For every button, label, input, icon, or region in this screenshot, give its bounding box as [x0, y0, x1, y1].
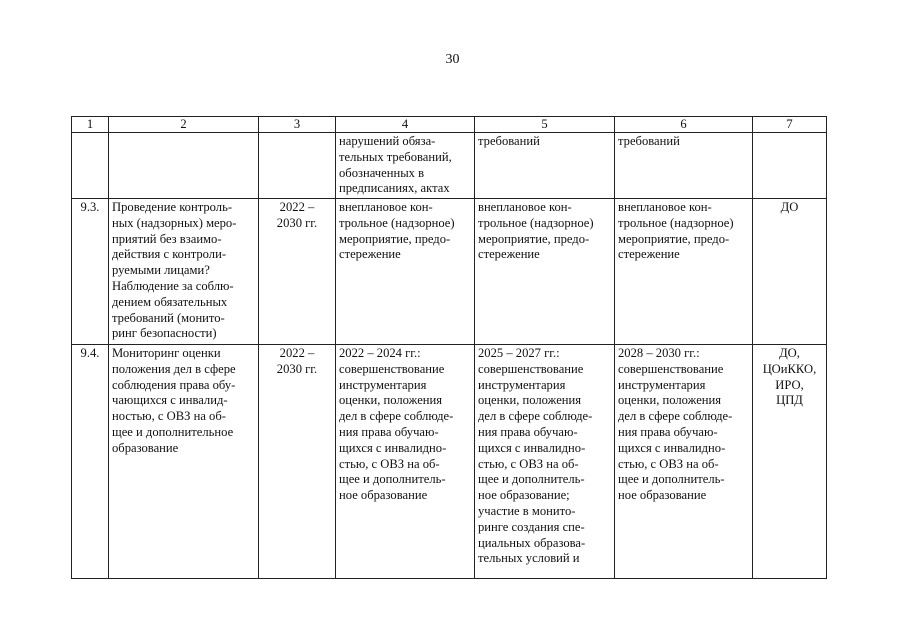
table-header-row	[72, 117, 827, 133]
stage-2-cell: требований	[475, 133, 615, 199]
responsible-cell: ДО, ЦОиККО, ИРО, ЦПД	[753, 345, 827, 579]
header-cell: 1	[72, 117, 109, 133]
header-cell: 6	[615, 117, 753, 133]
stage-3-cell: требований	[615, 133, 753, 199]
activity-cell: Проведение контроль- ных (надзорных) меро- приятий без взаимо- действия с контроли- руемыми лицами? Наблюдение за соблю- дением обязательных требований (монито- ринг безопасности)	[109, 199, 259, 345]
table-row	[72, 199, 827, 345]
stage-2-cell: 2025 – 2027 гг.: совершенствование инструментария оценки, положения дел в сфере соблюде- ния права обучаю- щихся с инвалидно- стью, с ОВЗ на об- щее и дополнитель- ное образование; участие в монито- ринге создания спе- циальных образова- тельных условий и	[475, 345, 615, 579]
plan-table	[71, 116, 827, 579]
period-cell: 2022 – 2030 гг.	[259, 345, 336, 579]
row-number-cell: 9.3.	[72, 199, 109, 345]
header-cell: 4	[336, 117, 475, 133]
responsible-cell	[753, 133, 827, 199]
responsible-cell: ДО	[753, 199, 827, 345]
row-number-cell	[72, 133, 109, 199]
stage-1-cell: 2022 – 2024 гг.: совершенствование инструментария оценки, положения дел в сфере соблюде- ния права обучаю- щихся с инвалидно- стью, с ОВЗ на об- щее и дополнитель- ное образование	[336, 345, 475, 579]
activity-cell: Мониторинг оценки положения дел в сфере соблюдения права обу- чающихся с инвалид- ностью, с ОВЗ на об- щее и дополнительное образование	[109, 345, 259, 579]
period-cell: 2022 – 2030 гг.	[259, 199, 336, 345]
stage-1-cell: внеплановое кон- трольное (надзорное) мероприятие, предо- стережение	[336, 199, 475, 345]
header-cell: 5	[475, 117, 615, 133]
table-row	[72, 345, 827, 579]
stage-3-cell: внеплановое кон- трольное (надзорное) мероприятие, предо- стережение	[615, 199, 753, 345]
header-cell: 2	[109, 117, 259, 133]
activity-cell	[109, 133, 259, 199]
header-cell: 3	[259, 117, 336, 133]
header-cell: 7	[753, 117, 827, 133]
stage-1-cell: нарушений обяза- тельных требований, обозначенных в предписаниях, актах	[336, 133, 475, 199]
stage-2-cell: внеплановое кон- трольное (надзорное) мероприятие, предо- стережение	[475, 199, 615, 345]
period-cell	[259, 133, 336, 199]
table-row	[72, 133, 827, 199]
stage-3-cell: 2028 – 2030 гг.: совершенствование инструментария оценки, положения дел в сфере соблюде- ния права обучаю- щихся с инвалидно- стью, с ОВЗ на об- щее и дополнитель- ное образование	[615, 345, 753, 579]
page-number: 30	[445, 52, 460, 67]
row-number-cell: 9.4.	[72, 345, 109, 579]
